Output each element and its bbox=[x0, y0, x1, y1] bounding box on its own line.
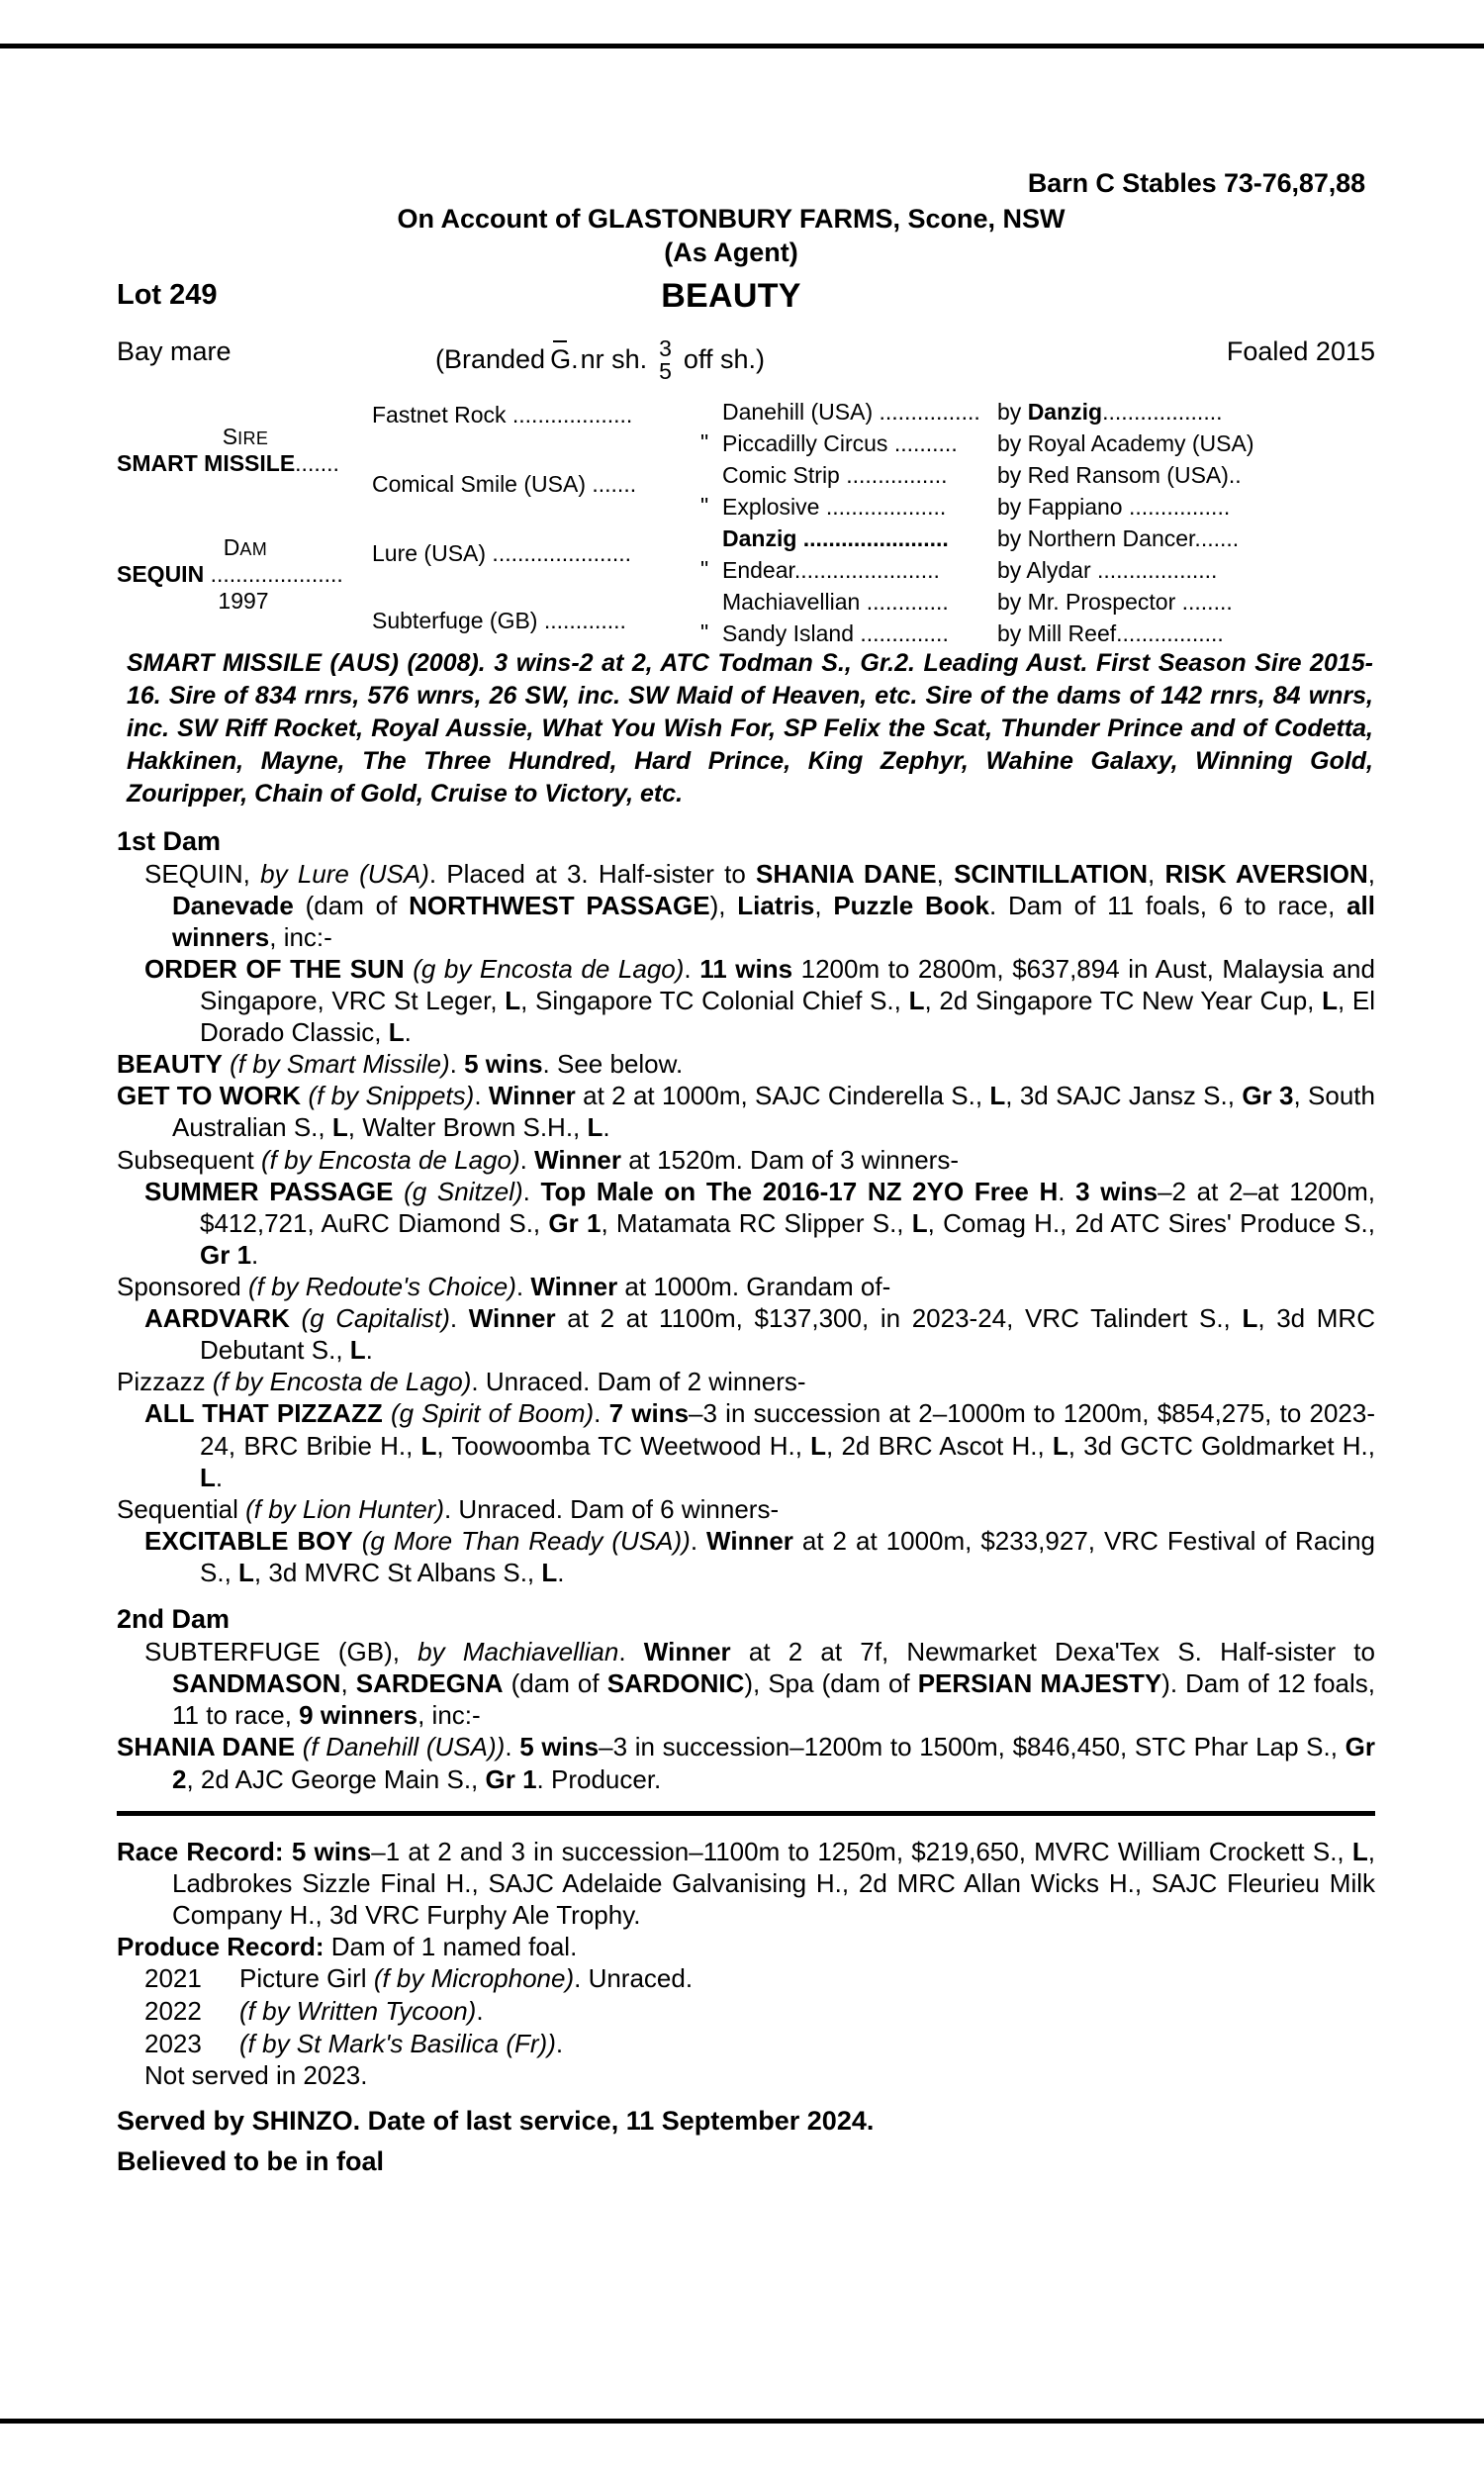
pedigree-gen2-item: Subterfuge (GB) ............. bbox=[372, 607, 626, 633]
as-agent-line: (As Agent) bbox=[664, 237, 798, 267]
pedigree-gen4-item: by Fappiano ................ bbox=[997, 493, 1231, 520]
pedigree-gen4-item: by Royal Academy (USA) bbox=[997, 429, 1254, 456]
ditto-mark: " bbox=[700, 428, 709, 455]
produce-record-summary: Dam of 1 named foal. bbox=[330, 1931, 578, 1961]
brand-off-shoulder: off sh.) bbox=[683, 343, 765, 374]
produce-foal-text: (f by Written Tycoon). bbox=[239, 1995, 484, 2026]
second-dam-entry: SHANIA DANE (f Danehill (USA)). 5 wins–3 in succession–1200m to 1500m, $846,450, STC Phar Lap S., Gr 2, 2d AJC George Main S., Gr 1. Producer. bbox=[117, 1732, 1375, 1794]
first-dam-entry-list bbox=[117, 953, 1375, 1588]
page-content bbox=[117, 69, 1375, 2177]
produce-foal-year: 2023 bbox=[144, 2028, 202, 2058]
pedigree-gen3-item: Piccadilly Circus .......... bbox=[722, 429, 958, 456]
race-record-separator-rule bbox=[117, 1811, 1375, 1816]
sire-label: SIRE bbox=[222, 423, 269, 449]
produce-foal-row bbox=[117, 1995, 1375, 2028]
produce-record-paragraph bbox=[117, 1931, 1375, 1962]
first-dam-entry: Sponsored (f by Redoute's Choice). Winner at 1000m. Grandam of- bbox=[117, 1272, 891, 1301]
pedigree-gen4-item: by Red Ransom (USA).. bbox=[997, 461, 1242, 488]
produce-foal-year: 2022 bbox=[144, 1995, 202, 2026]
first-dam-entry: Sequential (f by Lion Hunter). Unraced. Dam of 6 winners- bbox=[117, 1493, 780, 1524]
dam-label: DAM bbox=[223, 533, 268, 560]
first-dam-entry: AARDVARK (g Capitalist). Winner at 2 at 1100m, $137,300, in 2023-24, VRC Talindert S., L, 3d MRC Debutant S., L. bbox=[144, 1303, 1375, 1366]
pedigree-gen4-item: by Northern Dancer....... bbox=[997, 524, 1240, 551]
ditto-mark: " bbox=[700, 492, 709, 519]
brand-prefix: (Branded bbox=[435, 343, 546, 374]
lot-number: Lot 249 bbox=[117, 278, 218, 311]
dam-name: SEQUIN ..................... bbox=[117, 560, 343, 587]
brand-fraction-numerator: 3 bbox=[659, 334, 672, 361]
not-served-text: Not served in 2023. bbox=[144, 2060, 368, 2091]
produce-foal-list bbox=[117, 1962, 1375, 2059]
brand-symbol-icon bbox=[550, 344, 579, 375]
horse-description-row bbox=[117, 329, 1375, 385]
first-dam-entry: BEAUTY (f by Smart Missile). 5 wins. See below. bbox=[117, 1049, 684, 1080]
brand-fraction bbox=[659, 334, 672, 385]
dam-year: 1997 bbox=[218, 587, 269, 614]
first-dam-entry: Pizzazz (f by Encosta de Lago). Unraced. Dam of 2 winners- bbox=[117, 1367, 806, 1397]
pedigree-gen3-item: Sandy Island .............. bbox=[722, 619, 949, 646]
pedigree-gen3-item: Danzig ....................... bbox=[722, 524, 949, 551]
produce-foal-text: (f by St Mark's Basilica (Fr)). bbox=[239, 2028, 564, 2058]
pedigree-gen3-item: Endear....................... bbox=[722, 556, 940, 583]
first-dam-entry: SUMMER PASSAGE (g Snitzel). Top Male on The 2016-17 NZ 2YO Free H. 3 wins–2 at 2–at 1200m, $412,721, AuRC Diamond S., Gr 1, Matamata RC Slipper S., L, Comag H., 2d ATC Sires' Produce S., Gr 1. bbox=[144, 1176, 1376, 1270]
account-of-line: On Account of GLASTONBURY FARMS, Scone, NSW bbox=[397, 203, 1066, 234]
produce-foal-row bbox=[117, 1962, 1375, 1995]
sire-name: SMART MISSILE....... bbox=[117, 449, 339, 476]
race-record-label: Race Record: bbox=[117, 1836, 284, 1866]
pedigree-gen4-item: by Mill Reef................. bbox=[997, 619, 1224, 646]
first-dam-entry: Subsequent (f by Encosta de Lago). Winner at 1520m. Dam of 3 winners- bbox=[117, 1144, 960, 1175]
foaled-year: Foaled 2015 bbox=[1226, 335, 1375, 366]
produce-record-label: Produce Record: bbox=[117, 1931, 325, 1961]
brand-symbol-letter: G. bbox=[550, 343, 579, 374]
brand-description bbox=[435, 336, 765, 383]
race-record-paragraph bbox=[117, 1836, 1375, 1931]
ditto-mark: " bbox=[700, 618, 709, 645]
pedigree-gen3-column bbox=[722, 396, 1009, 649]
first-dam-entry: ORDER OF THE SUN (g by Encosta de Lago). 11 wins 1200m to 2800m, $637,894 in Aust, Malaysia and Singapore, VRC St Leger, L, Singapore TC Colonial Chief S., L, 2d Singapore TC New Year Cup, L, El Dorado Classic, L. bbox=[144, 953, 1375, 1048]
ditto-mark: " bbox=[700, 555, 709, 582]
produce-foal-year: 2021 bbox=[144, 1963, 202, 1994]
brand-fraction-denominator: 5 bbox=[659, 358, 672, 385]
barn-stables-line: Barn C Stables 73-76,87,88 bbox=[1027, 168, 1365, 198]
pedigree-gen2-item: Fastnet Rock ................... bbox=[372, 401, 633, 428]
first-dam-entry: ALL THAT PIZZAZZ (g Spirit of Boom). 7 wins–3 in succession at 2–1000m to 1200m, $854,275, to 2023-24, BRC Bribie H., L, Toowoomba TC Weetwood H., L, 2d BRC Ascot H., L, 3d GCTC Goldmarket H., L. bbox=[144, 1398, 1375, 1492]
page-top-rule bbox=[0, 44, 1484, 48]
pedigree-gen3-item: Danehill (USA) ................ bbox=[722, 398, 980, 425]
pedigree-gen2-item: Comical Smile (USA) ....... bbox=[372, 470, 637, 497]
in-foal-status: Believed to be in foal bbox=[117, 2146, 385, 2177]
second-dam-lead: SUBTERFUGE (GB), by Machiavellian. Winner at 2 at 7f, Newmarket Dexa'Tex S. Half-sister to SANDMASON, SARDEGNA (dam of SARDONIC), Spa (dam of PERSIAN MAJESTY). Dam of 12 foals, 11 to race, 9 winners, inc:- bbox=[144, 1637, 1375, 1731]
pedigree-gen4-item: by Mr. Prospector ........ bbox=[997, 588, 1233, 615]
pedigree-gen4-item: by Danzig................... bbox=[997, 398, 1223, 425]
race-record-text: 5 wins–1 at 2 and 3 in succession–1100m to 1250m, $219,650, MVRC William Crockett S., L, Ladbrokes Sizzle Final H., SAJC Adelaide Galvanising H., 2d MRC Allan Wicks H., SAJC Fleurieu Milk Company H., 3d VRC Furphy Ale Trophy. bbox=[172, 1836, 1375, 1930]
pedigree-gen3-item: Machiavellian ............. bbox=[722, 588, 949, 615]
brand-near-shoulder: nr sh. bbox=[580, 343, 648, 374]
pedigree-gen3-item: Explosive ................... bbox=[722, 493, 947, 520]
first-dam-heading: 1st Dam bbox=[117, 825, 222, 856]
pedigree-table bbox=[117, 396, 1375, 646]
colour-and-sex: Bay mare bbox=[117, 335, 232, 366]
first-dam-lead: SEQUIN, by Lure (USA). Placed at 3. Half-sister to SHANIA DANE, SCINTILLATION, RISK AVERSION, Danevade (dam of NORTHWEST PASSAGE), Liatris, Puzzle Book. Dam of 11 foals, 6 to race, all winners, inc:- bbox=[144, 858, 1375, 952]
first-dam-entry: EXCITABLE BOY (g More Than Ready (USA)). Winner at 2 at 1000m, $233,927, VRC Festival of Racing S., L, 3d MVRC St Albans S., L. bbox=[144, 1525, 1375, 1587]
sire-summary-paragraph: SMART MISSILE (AUS) (2008). 3 wins-2 at 2, ATC Todman S., Gr.2. Leading Aust. First Season Sire 2015-16. Sire of 834 rnrs, 576 wnrs, 26 SW, inc. SW Maid of Heaven, etc. Sire of the dams of 142 rnrs, 84 wnrs, inc. SW Riff Rocket, Royal Aussie, What You Wish For, SP Felix the Scat, Thunder Prince and of Codetta, Hakkinen, Mayne, The Three Hundred, Hard Prince, King Zephyr, Wahine Galaxy, Winning Gold, Zouripper, Chain of Gold, Cruise to Victory, etc. bbox=[127, 648, 1373, 808]
pedigree-gen2-item: Lure (USA) ...................... bbox=[372, 539, 632, 566]
second-dam-entry-list bbox=[117, 1731, 1375, 1794]
page-bottom-rule bbox=[0, 2419, 1484, 2424]
lot-name-row bbox=[117, 277, 1375, 323]
first-dam-entry: GET TO WORK (f by Snippets). Winner at 2 at 1000m, SAJC Cinderella S., L, 3d SAJC Jansz S., Gr 3, South Australian S., L, Walter Brown S.H., L. bbox=[117, 1081, 1375, 1143]
pedigree-gen4-item: by Alydar ................... bbox=[997, 556, 1218, 583]
served-by-line: Served by SHINZO. Date of last service, 11 September 2024. bbox=[117, 2106, 875, 2137]
not-served-line bbox=[117, 2059, 1375, 2092]
horse-name: BEAUTY bbox=[661, 276, 801, 315]
second-dam-heading: 2nd Dam bbox=[117, 1604, 231, 1635]
pedigree-gen3-item: Comic Strip ................ bbox=[722, 461, 948, 488]
pedigree-gen4-column bbox=[997, 396, 1378, 649]
bottom-block bbox=[117, 1836, 1375, 2177]
produce-foal-row bbox=[117, 2028, 1375, 2060]
produce-foal-text: Picture Girl (f by Microphone). Unraced. bbox=[239, 1963, 694, 1994]
